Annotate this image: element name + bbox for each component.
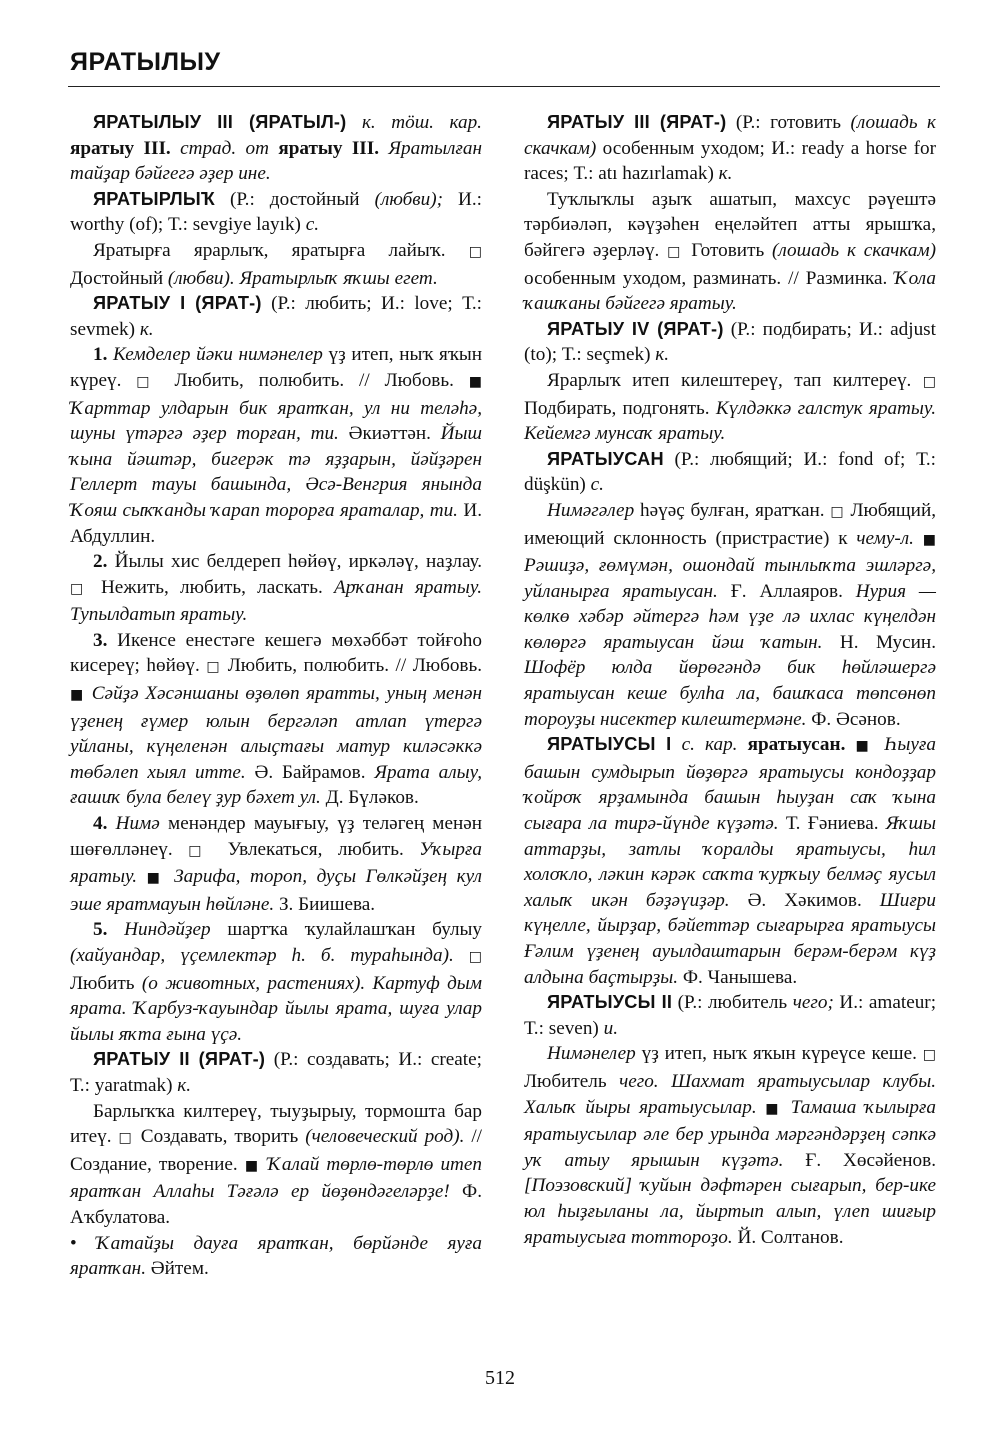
bullet-icon: •	[70, 1232, 77, 1254]
sense-2: 2. Йылы хис белдереп һөйөү, иркәләү, наҙлау. □ Нежить, любить, ласкать. Арҡанан яратыу. Тупылдатып яратыу.	[70, 551, 483, 626]
sense: Туҡлыҡлы аҙыҡ ашатып, махсус рәүештә тәрбиәләп, кәүҙәһен еңеләйтеп атты ярышҡа, бәйгегә әҙерләү. □ Готовить (лошадь к скачкам) особенным уходом, разминать. // Разминка. Ҡола ҡашҡаны бәйгегә яратыу.	[524, 188, 936, 315]
sense: Яратырға ярарлыҡ, яратырға лайыҡ. □ Достойный (любви). Яратырлыҡ яҡшы егет.	[70, 239, 482, 289]
square-mark-icon: □	[118, 1130, 134, 1147]
square-mark-icon: □	[136, 373, 160, 390]
headword: ЯРАТЫУСЫ I	[547, 734, 672, 755]
entry-yaratyu-2: ЯРАТЫУ II (ЯРАТ-) (Р.: создавать; И.: create; Т.: yaratmak) к.	[70, 1049, 482, 1096]
sense: Барлыҡҡа килтереү, тыуҙырыу, тормошта бар итеү. □ Создавать, творить (человеческий род). // Создание, творение. ■ Ҡалай төрлө-төрлө итеп яратҡан Аллаһы Тәғәлә ер йөҙөндәгеләрҙе! Ф. Аҡбулатова. • Ҡатайҙы дауға яратҡан, бөрйәнде яуға яратҡан. Әйтем.	[70, 1100, 483, 1280]
square-mark-icon: □	[206, 659, 222, 676]
sense-1: 1. Кемделер йәки нимәнелер үҙ итеп, ныҡ яҡын күреү. □ Любить, полюбить. // Любовь. ■ Ҡарттар улдарын бик яратҡан, ул ни теләһә, шуны үтәргә әҙер торған, ти. Әкиәттән. Йыш ҡына йәштәр, бигерәк тә яҙҙарын, йәйҙәрен Геллерт тауы башында, Әсә-Венгрия янында Ҡояш сыҡҡанды ҡарап торорға яраталар, ти. И. Абдуллин.	[70, 344, 483, 547]
sense: Ярарлыҡ итеп килештереү, тап килтереү. □ Подбирать, подгонять. Күлдәккә галстук яратыу. Кейемгә мунсаҡ яратыу.	[524, 369, 936, 445]
sense-5: 5. Ниндәйҙер шартҡа ҡулайлашҡан булыу (хайуандар, үҫемлектәр һ. б. тураһында). □ Любить (о животных, растениях). Картуф дым ярата. Ҡарбуз-ҡауындар йылы ярата, шуға улар йылы яҡта ғына үҫә.	[70, 919, 483, 1045]
right-column	[524, 110, 936, 1250]
entry-yaratyusan: ЯРАТЫУСАН (Р.: любящий; И.: fond of; Т.: düşkün) с.	[524, 448, 936, 496]
headword: ЯРАТЫУСАН	[547, 448, 664, 469]
headword: ЯРАТЫУ I (ЯРАТ-)	[93, 293, 262, 314]
square-mark-icon: □	[468, 243, 482, 260]
header-rule	[68, 86, 940, 87]
entry-yaratyu-4: ЯРАТЫУ IV (ЯРАТ-) (Р.: подбирать; И.: adjust (to); Т.: seçmek) к.	[524, 318, 936, 366]
square-mark-icon: □	[70, 580, 90, 597]
headword: ЯРАТЫУ III (ЯРАТ-)	[547, 112, 727, 132]
headword: ЯРАТЫРЛЫҠ	[93, 188, 215, 209]
black-square-icon: ■	[922, 531, 937, 548]
sense-3: 3. Икенсе енестәге кешегә мөхәббәт тойғоһо кисереү; һөйөү. □ Любить, полюбить. // Любовь. ■ Сәйҙә Хәсәншаны өҙөлөп яратты, уның менән үҙенең ғүмер юлын бергәләп атлап үтергә уйланы, күңеленән алыҫтағы матур киләсәккә төбәлеп хыял итте. Ә. Байрамов. Ярата алыу, ғашиҡ була белеү ҙур бәхет ул. Д. Бүләков.	[70, 629, 483, 809]
entry-yaratyrlyk: ЯРАТЫРЛЫҠ (Р.: достойный (любви); И.: worthy (of); Т.: sevgiye layık) с.	[70, 188, 483, 236]
headword: ЯРАТЫУ II (ЯРАТ-)	[93, 1049, 266, 1070]
black-square-icon: ■	[244, 1157, 261, 1174]
running-head: ЯРАТЫЛЫУ	[70, 48, 221, 76]
sense: Нимәгәлер һәүәҫ булған, яратҡан. □ Любящий, имеющий склонность (пристрастие) к чему-л. ■ Рәшиҙә, ғөмүмән, ошондай тынлыҡта эшләргә, уйланырға яратыусан. Ғ. Аллаяров. Нурия — көлкө хәбәр әйтергә һәм үҙе лә ихлас күңелдән көлөргә яратыусан йәш ҡатын. Н. Мусин. Шофёр юлда йөрөгәндә бик һөйләшергә яратыусан кеше булһа ла, башҡаса төпсөнөп тороуҙы нисектер килештермәне. Ф. Әсәнов.	[524, 499, 937, 730]
sense-4: 4. Нимә менәндер мауығыу, үҙ теләгең менән шөғөлләнеү. □ Увлекаться, любить. Уҡырға яратыу. ■ Зарифа, тороп, дуҫы Гөлкәйҙең кул эше яратмауын һөйләне. З. Биишева.	[70, 813, 483, 915]
square-mark-icon: □	[922, 373, 936, 390]
entry-yaratyusy-2: ЯРАТЫУСЫ II (Р.: любитель чего; И.: amateur; Т.: seven) и.	[524, 992, 937, 1039]
black-square-icon: ■	[765, 1100, 783, 1117]
sense: Нимәнелер үҙ итеп, ныҡ яҡын күреүсе кеше. □ Любитель чего. Шахмат яратыусылар клубы. Халыҡ йыры яратыусылар. ■ Тамаша ҡылырға яратыусылар әле бер урында мәргәндәрҙең сәпкә уҡ атыу ярышын күҙәтә. Ғ. Хөсәйенов. [Поэзовский] ҡуйын дәфтәрен сығарып, бер-ике юл һыҙғыланы ла, йыртып алып, үлеп шиғыр яратыусыға тоттороҙо. Й. Солтанов.	[524, 1043, 937, 1248]
black-square-icon: ■	[855, 738, 875, 755]
black-square-icon: ■	[468, 373, 482, 390]
entry-yaratylyu-3: ЯРАТЫЛЫУ III (ЯРАТЫЛ-) к. тӧш. кар. яратыу III. страд. от яратыу III. Яратылған тайҙар бәйгегә әҙер ине.	[70, 112, 483, 185]
entry-yaratyu-1: ЯРАТЫУ I (ЯРАТ-) (Р.: любить; И.: love; Т.: sevmek) к.	[70, 293, 483, 340]
square-mark-icon: □	[667, 243, 684, 260]
headword: ЯРАТЫУСЫ II	[547, 992, 673, 1013]
headword: ЯРАТЫУ IV (ЯРАТ-)	[547, 318, 724, 339]
square-mark-icon: □	[468, 949, 482, 965]
square-mark-icon: □	[830, 503, 845, 520]
entry-yaratyusy-1: ЯРАТЫУСЫ I с. кар. яратыусан. ■ Һыуға башын сумдырып йөҙөргә яратыусы кондоҙҙар ҡойроҡ ярҙамында башын һыуҙан саҡ ҡына сығара ла тирә-йүнде күҙәтә. Т. Ғәниева. Яҡшы аттарҙы, затлы ҡоралды яратыусы, һил холоҡло, ләкин кәрәк саҡта ҡурҡыу белмәҫ яусыл халыҡ икән бәҙәүиҙәр. Ә. Хәкимов. Шиғри күңелле, йырҙар, бәйеттәр сығарырға яратыусы Ғәлим үҙенең ауылдаштарын берәм-берәм күҙ алдына баҫтырҙы. Ф. Чанышева.	[524, 734, 936, 988]
left-column	[70, 110, 482, 1282]
square-mark-icon: □	[188, 842, 213, 859]
square-mark-icon: □	[922, 1047, 937, 1064]
headword: ЯРАТЫЛЫУ III (ЯРАТЫЛ-)	[93, 112, 347, 132]
black-square-icon: ■	[70, 687, 86, 704]
entry-yaratyu-3: ЯРАТЫУ III (ЯРАТ-) (Р.: готовить (лошадь к скачкам) особенным уходом; И.: ready a horse for races; Т.: atı hazırlamak) к.	[524, 112, 937, 185]
black-square-icon: ■	[146, 870, 165, 887]
page-number: 512	[485, 1367, 515, 1389]
